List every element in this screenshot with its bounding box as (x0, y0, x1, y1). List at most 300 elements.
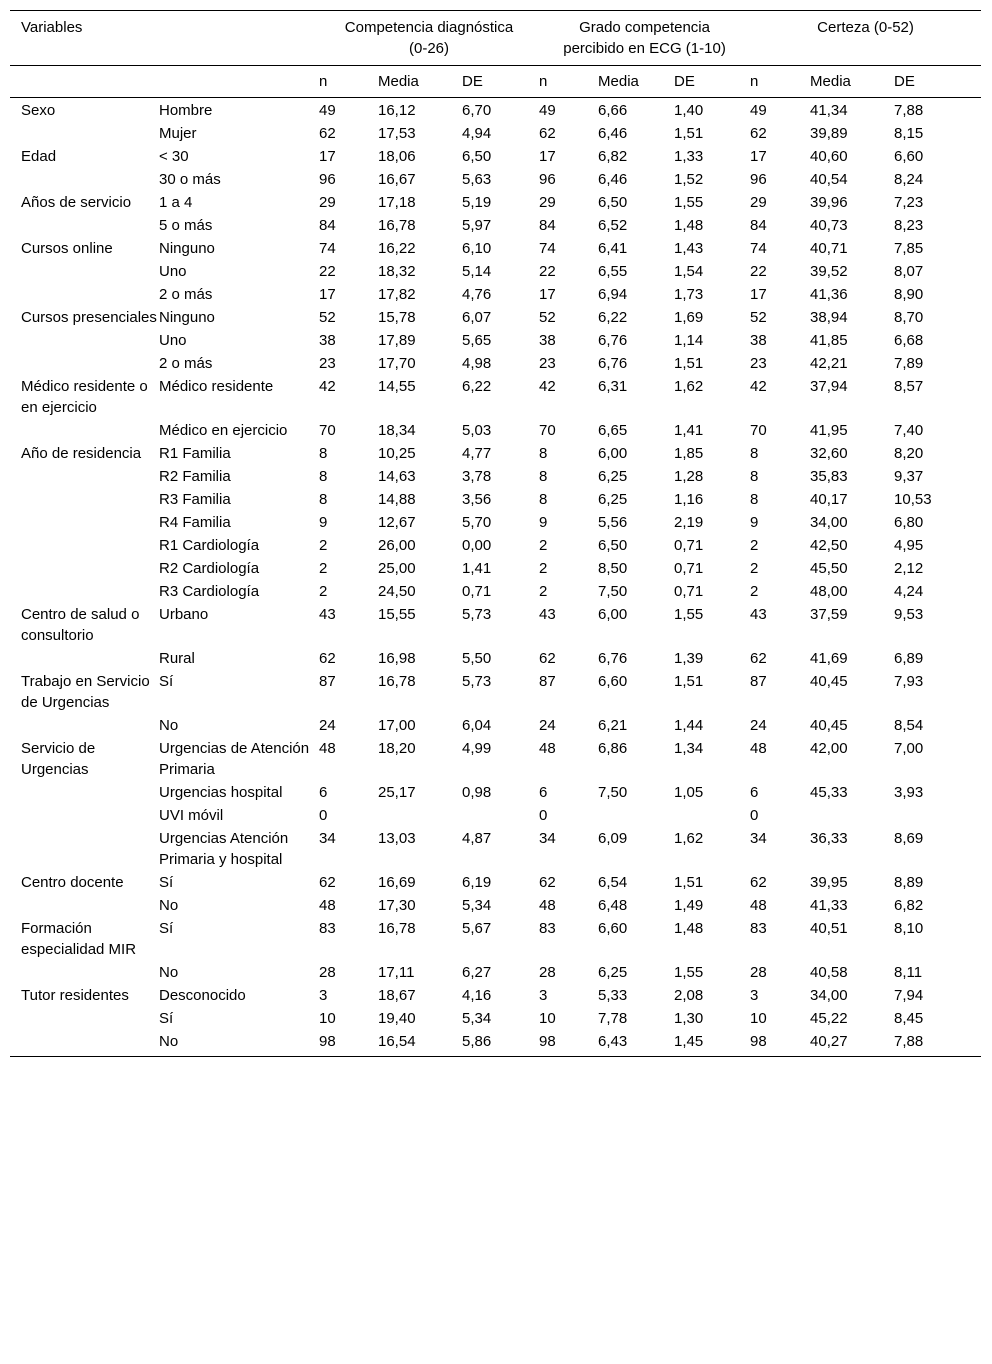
cell-de: 1,51 (674, 874, 704, 891)
cell-n: 62 (319, 125, 336, 142)
cell-n: 38 (539, 332, 556, 349)
table-row (10, 122, 981, 145)
cell-n: 96 (319, 171, 336, 188)
cell-media: 16,98 (378, 650, 416, 667)
cell-de: 8,54 (894, 717, 924, 734)
cell-n: 9 (539, 514, 548, 531)
cell-de: 5,03 (462, 422, 492, 439)
table-row (10, 804, 981, 827)
cell-de: 1,41 (674, 422, 704, 439)
cell-n: 8 (539, 468, 548, 485)
cell-media: 6,76 (598, 332, 628, 349)
cell-de: 6,27 (462, 964, 492, 981)
cell-de: 8,20 (894, 445, 924, 462)
cell-de: 7,94 (894, 987, 924, 1004)
cell-media: 17,30 (378, 897, 416, 914)
row-variable: Centro de salud o consultorio (21, 606, 140, 644)
row-variable (10, 1007, 159, 1030)
table-row (10, 534, 981, 557)
cell-media: 41,34 (810, 102, 848, 119)
cell-de: 7,85 (894, 240, 924, 257)
cell-de: 4,24 (894, 583, 924, 600)
cell-n: 43 (750, 606, 767, 623)
cell-n: 49 (750, 102, 767, 119)
cell-n: 8 (750, 491, 759, 508)
cell-media: 6,00 (598, 606, 628, 623)
cell-n: 34 (539, 830, 556, 847)
cell-media: 7,50 (598, 583, 628, 600)
cell-media: 5,56 (598, 514, 628, 531)
table-row (10, 670, 981, 714)
cell-de: 5,34 (462, 897, 492, 914)
table-row (10, 511, 981, 534)
cell-media: 6,55 (598, 263, 628, 280)
cell-media: 6,48 (598, 897, 628, 914)
cell-media: 17,89 (378, 332, 416, 349)
cell-media: 17,70 (378, 355, 416, 372)
row-category: No (159, 1033, 179, 1050)
cell-de: 1,28 (674, 468, 704, 485)
cell-media: 38,94 (810, 309, 848, 326)
cell-n: 10 (319, 1010, 336, 1027)
cell-media: 40,73 (810, 217, 848, 234)
cell-n: 2 (539, 537, 548, 554)
cell-n: 17 (539, 148, 556, 165)
cell-media: 40,51 (810, 920, 848, 937)
cell-n: 2 (750, 560, 759, 577)
cell-n: 96 (539, 171, 556, 188)
table-row (10, 306, 981, 329)
row-category: 30 o más (159, 171, 221, 188)
cell-media: 19,40 (378, 1010, 416, 1027)
cell-media: 6,66 (598, 102, 628, 119)
cell-media: 18,32 (378, 263, 416, 280)
row-category: UVI móvil (159, 807, 224, 824)
row-category: R3 Familia (159, 491, 231, 508)
cell-n: 48 (539, 897, 556, 914)
row-category: Médico en ejercicio (159, 422, 288, 439)
cell-n: 62 (539, 874, 556, 891)
cell-de: 8,57 (894, 378, 924, 395)
cell-de: 7,00 (894, 740, 924, 757)
cell-n: 87 (319, 673, 336, 690)
cell-n: 34 (319, 830, 336, 847)
cell-de: 8,90 (894, 286, 924, 303)
row-category: No (159, 897, 179, 914)
cell-de: 1,55 (674, 964, 704, 981)
cell-media: 35,83 (810, 468, 848, 485)
table-row (10, 375, 981, 419)
cell-media: 16,78 (378, 920, 416, 937)
cell-de: 7,88 (894, 1033, 924, 1050)
cell-de: 1,51 (674, 355, 704, 372)
cell-de: 0,71 (674, 560, 704, 577)
row-variable: Cursos presenciales (21, 309, 157, 326)
cell-de: 10,53 (894, 491, 932, 508)
cell-media: 6,46 (598, 125, 628, 142)
cell-de: 6,80 (894, 514, 924, 531)
cell-media: 18,06 (378, 148, 416, 165)
cell-de: 8,07 (894, 263, 924, 280)
cell-media: 6,60 (598, 920, 628, 937)
cell-de: 5,67 (462, 920, 492, 937)
table-row (10, 961, 981, 984)
cell-n: 48 (750, 897, 767, 914)
cell-media: 6,22 (598, 309, 628, 326)
cell-n: 23 (319, 355, 336, 372)
row-variable (10, 329, 159, 352)
cell-media: 37,94 (810, 378, 848, 395)
table-row (10, 352, 981, 375)
cell-de: 6,50 (462, 148, 492, 165)
cell-n: 8 (539, 491, 548, 508)
subheader-n: n (319, 73, 328, 90)
cell-de: 4,87 (462, 830, 492, 847)
cell-media: 39,95 (810, 874, 848, 891)
row-variable: Edad (21, 148, 57, 165)
subheader-de: DE (894, 73, 915, 90)
cell-media: 41,36 (810, 286, 848, 303)
row-variable (10, 714, 159, 737)
cell-de: 0,71 (462, 583, 492, 600)
cell-de: 1,73 (674, 286, 704, 303)
table-row (10, 214, 981, 237)
cell-de: 4,94 (462, 125, 492, 142)
cell-de (462, 804, 539, 827)
row-variable: Sexo (21, 102, 56, 119)
cell-de (894, 804, 981, 827)
cell-de: 3,93 (894, 784, 924, 801)
row-variable: Centro docente (21, 874, 124, 891)
cell-de: 5,50 (462, 650, 492, 667)
cell-de: 8,69 (894, 830, 924, 847)
cell-media: 17,00 (378, 717, 416, 734)
group-header-grado-competencia: Grado competencia percibido en ECG (1-10) (563, 19, 726, 57)
cell-de: 5,14 (462, 263, 492, 280)
group-header-certeza: Certeza (0-52) (817, 19, 914, 36)
table-row (10, 871, 981, 894)
cell-de: 7,93 (894, 673, 924, 690)
cell-de: 2,19 (674, 514, 704, 531)
table-row (10, 419, 981, 442)
cell-de: 5,86 (462, 1033, 492, 1050)
cell-de: 6,04 (462, 717, 492, 734)
cell-de: 0,98 (462, 784, 492, 801)
cell-de: 4,99 (462, 740, 492, 757)
row-variable: Formación especialidad MIR (21, 920, 137, 958)
cell-n: 29 (319, 194, 336, 211)
cell-de: 6,68 (894, 332, 924, 349)
table-row (10, 168, 981, 191)
row-variable (10, 647, 159, 670)
cell-n: 24 (539, 717, 556, 734)
cell-n: 74 (319, 240, 336, 257)
cell-de (674, 804, 750, 827)
cell-de: 7,23 (894, 194, 924, 211)
cell-de: 1,41 (462, 560, 492, 577)
cell-media: 34,00 (810, 514, 848, 531)
row-variable (10, 534, 159, 557)
cell-media: 25,00 (378, 560, 416, 577)
cell-de: 8,23 (894, 217, 924, 234)
subheader-media: Media (598, 73, 639, 90)
cell-media: 17,18 (378, 194, 416, 211)
cell-de: 3,56 (462, 491, 492, 508)
cell-media: 18,20 (378, 740, 416, 757)
subheader-media: Media (378, 73, 419, 90)
cell-n: 2 (750, 537, 759, 554)
cell-n: 38 (750, 332, 767, 349)
subheader-empty (10, 66, 159, 98)
row-category: Sí (159, 920, 174, 937)
cell-de: 6,70 (462, 102, 492, 119)
cell-de: 1,16 (674, 491, 704, 508)
row-category: < 30 (159, 148, 189, 165)
cell-n: 62 (750, 125, 767, 142)
cell-n: 17 (319, 148, 336, 165)
cell-media: 17,53 (378, 125, 416, 142)
cell-n: 43 (319, 606, 336, 623)
cell-de: 9,53 (894, 606, 924, 623)
row-variable (10, 804, 159, 827)
cell-n: 0 (539, 807, 548, 824)
cell-de: 1,39 (674, 650, 704, 667)
row-category: 2 o más (159, 286, 213, 303)
table-row (10, 580, 981, 603)
table-body (10, 98, 981, 1057)
subheader-de: DE (674, 73, 695, 90)
row-category: 5 o más (159, 217, 213, 234)
table-row (10, 737, 981, 781)
cell-n: 6 (539, 784, 548, 801)
cell-media: 40,54 (810, 171, 848, 188)
cell-media: 6,82 (598, 148, 628, 165)
cell-media: 16,78 (378, 673, 416, 690)
cell-de: 5,63 (462, 171, 492, 188)
cell-de: 8,10 (894, 920, 924, 937)
cell-n: 6 (750, 784, 759, 801)
row-category: Urgencias de Atención Primaria (159, 740, 310, 778)
cell-media: 15,78 (378, 309, 416, 326)
cell-n: 3 (750, 987, 759, 1004)
cell-de: 1,52 (674, 171, 704, 188)
row-category: Sí (159, 1010, 174, 1027)
cell-media: 16,12 (378, 102, 416, 119)
results-table (10, 10, 981, 1057)
row-variable (10, 781, 159, 804)
cell-media: 14,63 (378, 468, 416, 485)
cell-n: 62 (319, 650, 336, 667)
subheader-n: n (750, 73, 759, 90)
cell-media: 6,50 (598, 537, 628, 554)
cell-n: 84 (319, 217, 336, 234)
cell-de: 8,70 (894, 309, 924, 326)
category-header (159, 11, 319, 66)
cell-n: 9 (750, 514, 759, 531)
cell-de: 1,43 (674, 240, 704, 257)
cell-media: 6,54 (598, 874, 628, 891)
subheader-de: DE (462, 73, 483, 90)
cell-media: 7,50 (598, 784, 628, 801)
cell-n: 42 (319, 378, 336, 395)
cell-media: 37,59 (810, 606, 848, 623)
cell-n: 17 (750, 286, 767, 303)
cell-media: 18,34 (378, 422, 416, 439)
cell-de: 1,45 (674, 1033, 704, 1050)
cell-media: 6,09 (598, 830, 628, 847)
row-category: Uno (159, 332, 187, 349)
cell-n: 48 (539, 740, 556, 757)
cell-de: 1,69 (674, 309, 704, 326)
row-variable (10, 1030, 159, 1057)
cell-media: 6,60 (598, 673, 628, 690)
cell-n: 42 (750, 378, 767, 395)
cell-media: 6,43 (598, 1033, 628, 1050)
cell-n: 48 (319, 740, 336, 757)
cell-media (598, 804, 674, 827)
cell-n: 98 (750, 1033, 767, 1050)
cell-n: 22 (750, 263, 767, 280)
cell-de: 0,71 (674, 537, 704, 554)
row-category: Médico residente (159, 378, 274, 395)
cell-de: 1,44 (674, 717, 704, 734)
cell-de: 1,48 (674, 217, 704, 234)
cell-n: 23 (539, 355, 556, 372)
cell-n: 17 (750, 148, 767, 165)
cell-media: 6,21 (598, 717, 628, 734)
cell-de: 5,34 (462, 1010, 492, 1027)
cell-n: 24 (750, 717, 767, 734)
row-variable: Año de residencia (21, 445, 142, 462)
cell-de: 1,55 (674, 606, 704, 623)
cell-de: 1,85 (674, 445, 704, 462)
cell-media: 40,27 (810, 1033, 848, 1050)
table-row (10, 894, 981, 917)
cell-media: 15,55 (378, 606, 416, 623)
cell-n: 28 (319, 964, 336, 981)
cell-n: 23 (750, 355, 767, 372)
cell-n: 10 (750, 1010, 767, 1027)
cell-media: 40,17 (810, 491, 848, 508)
cell-de: 6,10 (462, 240, 492, 257)
cell-n: 83 (750, 920, 767, 937)
cell-de: 5,65 (462, 332, 492, 349)
row-variable: Médico residente o en ejercicio (21, 378, 148, 416)
row-category: R1 Cardiología (159, 537, 260, 554)
cell-media: 17,82 (378, 286, 416, 303)
cell-de: 1,51 (674, 673, 704, 690)
cell-de: 7,89 (894, 355, 924, 372)
cell-media: 14,88 (378, 491, 416, 508)
cell-media: 26,00 (378, 537, 416, 554)
row-category: Urgencias Atención Primaria y hospital (159, 830, 289, 868)
cell-n: 28 (539, 964, 556, 981)
cell-n: 62 (539, 650, 556, 667)
row-variable (10, 894, 159, 917)
cell-de: 5,97 (462, 217, 492, 234)
cell-media: 7,78 (598, 1010, 628, 1027)
table-row (10, 647, 981, 670)
cell-de: 1,49 (674, 897, 704, 914)
cell-n: 29 (750, 194, 767, 211)
cell-de: 5,73 (462, 673, 492, 690)
cell-media: 6,76 (598, 650, 628, 667)
cell-media: 6,94 (598, 286, 628, 303)
cell-n: 2 (539, 583, 548, 600)
row-category: R2 Familia (159, 468, 231, 485)
row-category: 2 o más (159, 355, 213, 372)
table-row (10, 827, 981, 871)
cell-n: 3 (539, 987, 548, 1004)
cell-media: 6,41 (598, 240, 628, 257)
cell-de: 3,78 (462, 468, 492, 485)
cell-de: 8,45 (894, 1010, 924, 1027)
row-variable: Servicio de Urgencias (21, 740, 96, 778)
table-row (10, 98, 981, 123)
cell-de: 8,11 (894, 964, 923, 981)
row-category: Ninguno (159, 240, 215, 257)
table-row (10, 283, 981, 306)
row-variable (10, 260, 159, 283)
cell-media: 36,33 (810, 830, 848, 847)
cell-de: 1,54 (674, 263, 704, 280)
row-category: R2 Cardiología (159, 560, 260, 577)
cell-n: 49 (539, 102, 556, 119)
cell-de: 1,62 (674, 830, 704, 847)
cell-n: 8 (319, 445, 328, 462)
cell-media: 6,50 (598, 194, 628, 211)
cell-media (378, 804, 462, 827)
cell-de: 4,76 (462, 286, 492, 303)
cell-n: 28 (750, 964, 767, 981)
cell-de: 1,51 (674, 125, 704, 142)
cell-de: 8,89 (894, 874, 924, 891)
table-row (10, 917, 981, 961)
cell-de: 8,24 (894, 171, 924, 188)
cell-n: 62 (539, 125, 556, 142)
cell-n: 83 (319, 920, 336, 937)
row-variable (10, 961, 159, 984)
row-category: Urgencias hospital (159, 784, 283, 801)
table-row (10, 984, 981, 1007)
row-category: R1 Familia (159, 445, 231, 462)
cell-media: 5,33 (598, 987, 628, 1004)
cell-n: 2 (539, 560, 548, 577)
cell-media: 32,60 (810, 445, 848, 462)
row-category: Ninguno (159, 309, 215, 326)
cell-n: 98 (319, 1033, 336, 1050)
table-row (10, 488, 981, 511)
cell-media: 41,33 (810, 897, 848, 914)
cell-media: 6,25 (598, 964, 628, 981)
row-category: R3 Cardiología (159, 583, 260, 600)
cell-media: 16,69 (378, 874, 416, 891)
cell-de: 1,05 (674, 784, 704, 801)
cell-media: 45,22 (810, 1010, 848, 1027)
cell-media: 6,25 (598, 468, 628, 485)
cell-media: 25,17 (378, 784, 416, 801)
cell-n: 9 (319, 514, 328, 531)
row-category: Sí (159, 874, 174, 891)
cell-media: 6,31 (598, 378, 628, 395)
cell-media: 18,67 (378, 987, 416, 1004)
cell-media: 40,45 (810, 717, 848, 734)
cell-media: 42,21 (810, 355, 848, 372)
row-variable (10, 122, 159, 145)
cell-de: 4,16 (462, 987, 492, 1004)
cell-n: 48 (319, 897, 336, 914)
row-variable (10, 283, 159, 306)
